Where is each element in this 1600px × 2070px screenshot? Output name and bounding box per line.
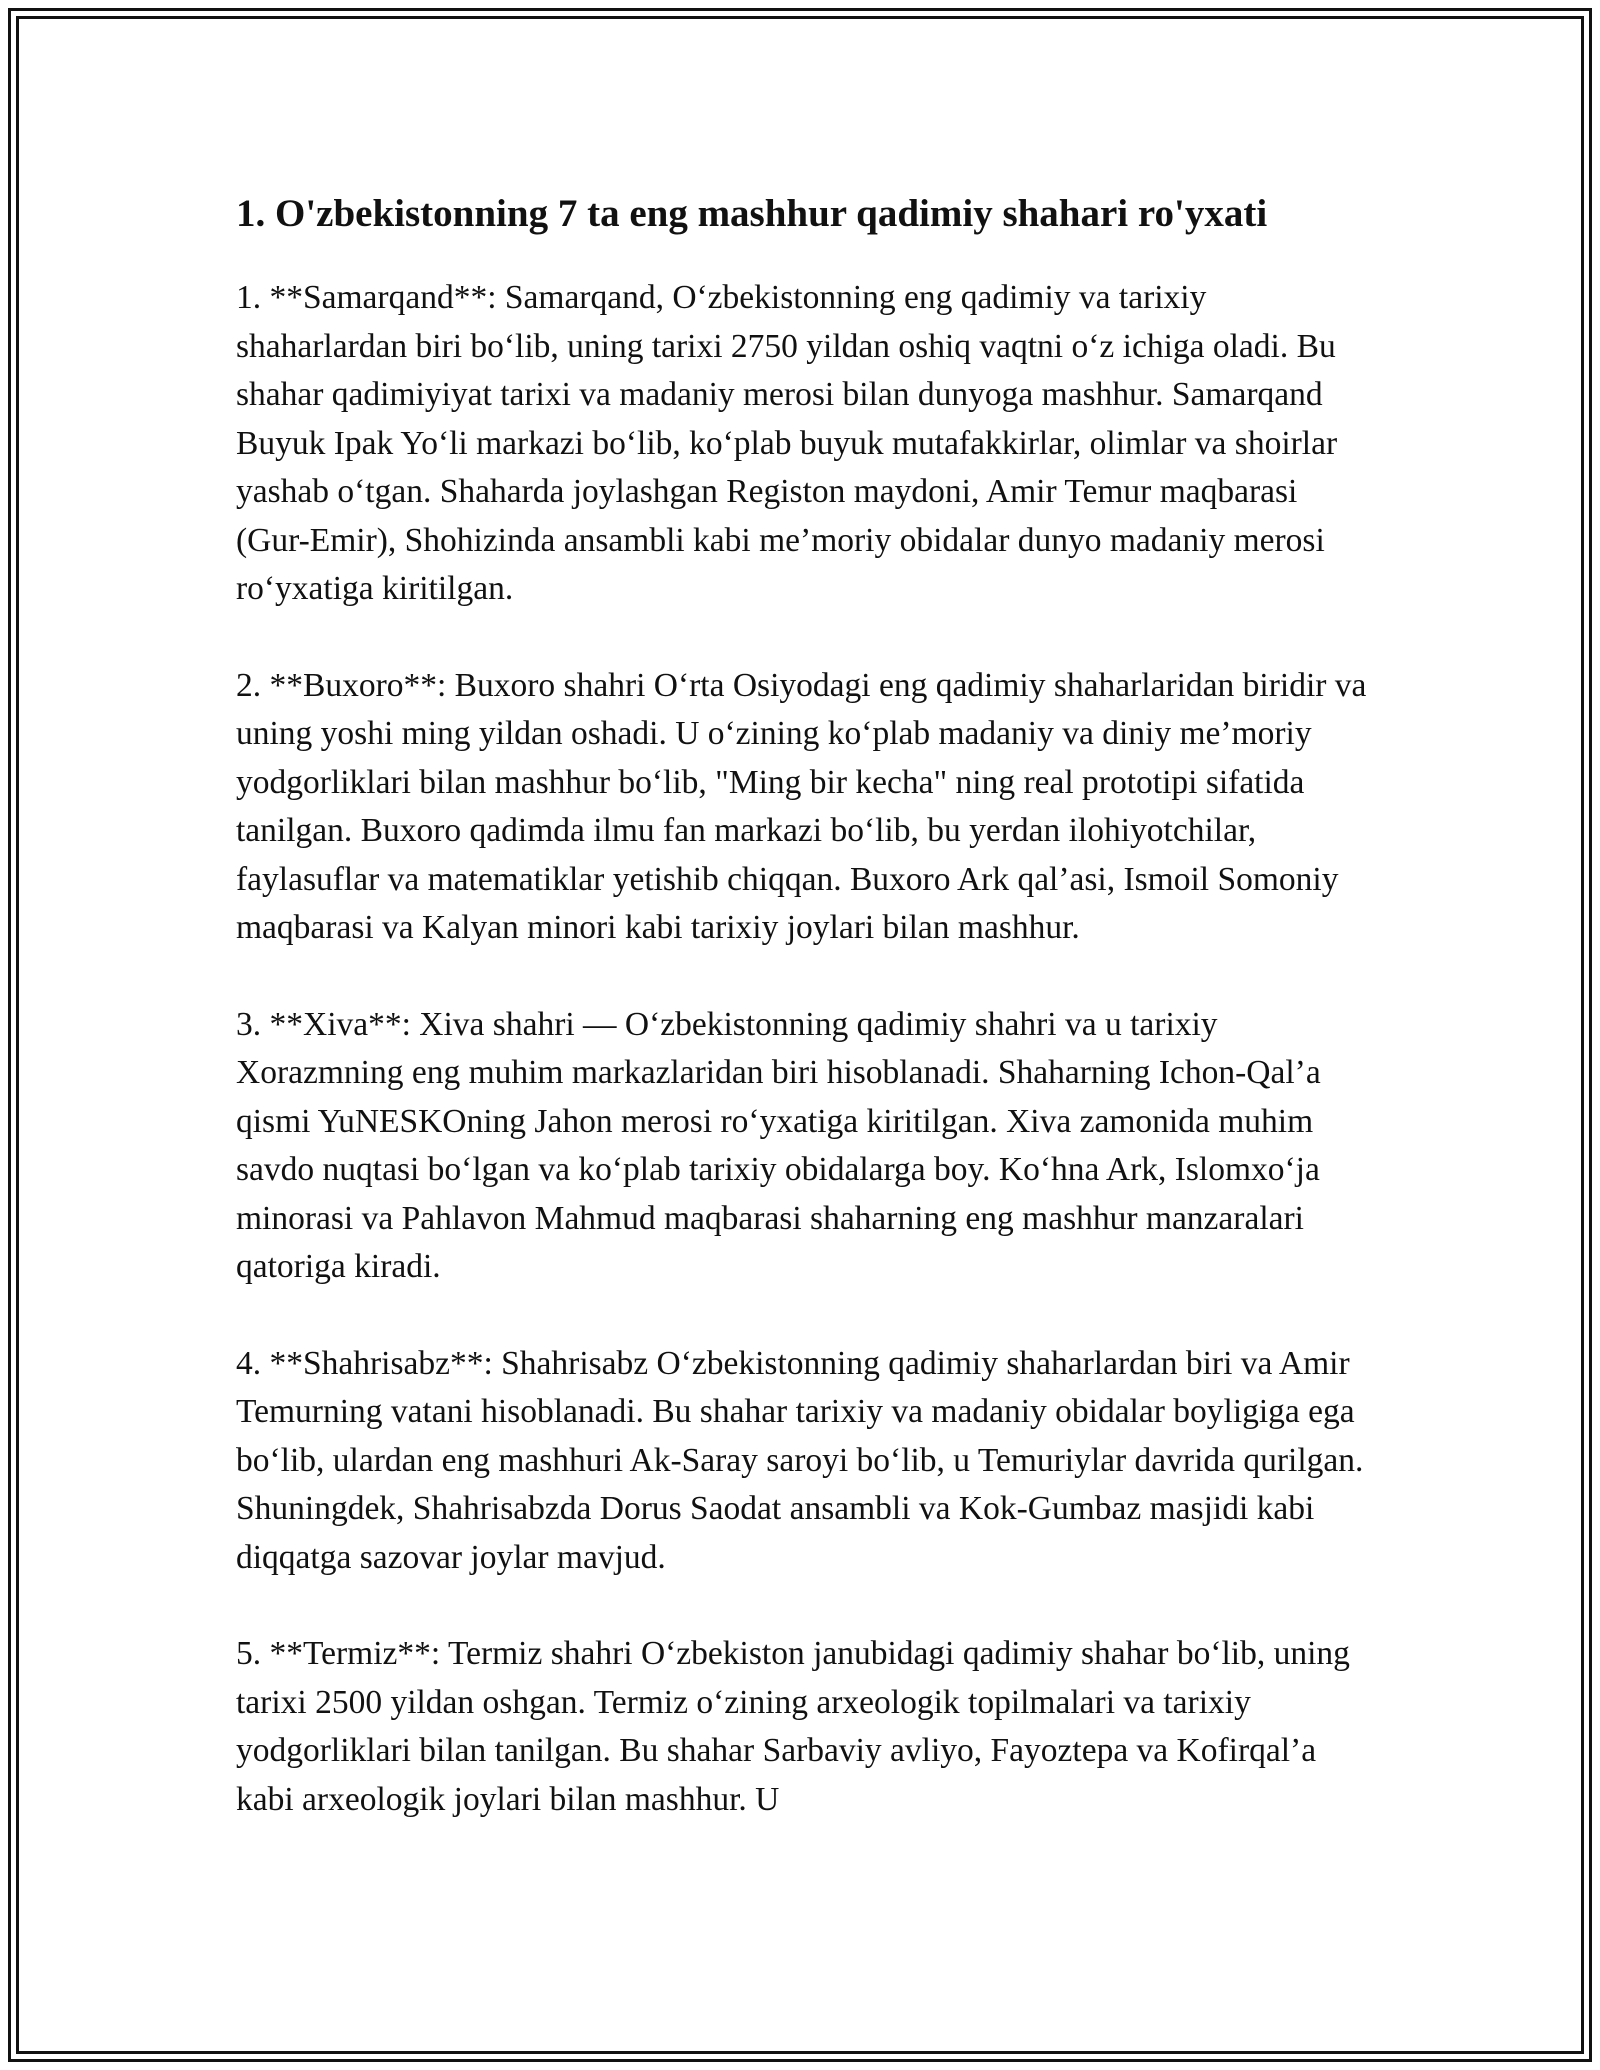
document-body	[236, 188, 1376, 1872]
paragraph-shahrisabz: 4. **Shahrisabz**: Shahrisabz O‘zbekistonning qadimiy shaharlardan biri va Amir Temurning vatani hisoblanadi. Bu shahar tarixiy va madaniy obidalar boyligiga ega bo‘lib, ulardan eng mashhuri Ak-Saray saroyi bo‘lib, u Temuriylar davrida qurilgan. Shuningdek, Shahrisabzda Dorus Saodat ansambli va Kok-Gumbaz masjidi kabi diqqatga sazovar joylar mavjud.	[236, 1344, 1364, 1576]
paragraph-termiz: 5. **Termiz**: Termiz shahri O‘zbekiston janubidagi qadimiy shahar bo‘lib, uning tarixi 2500 yildan oshgan. Termiz o‘zining arxeologik topilmalari va tarixiy yodgorliklari bilan tanilgan. Bu shahar Sarbaviy avliyo, Fayoztepa va Kofirqal’a kabi arxeologik joylari bilan mashhur. U	[236, 1635, 1350, 1818]
document-title: 1. O'zbekistonning 7 ta eng mashhur qadimiy shahari ro'yxati	[236, 192, 1268, 235]
paragraph-buxoro: 2. **Buxoro**: Buxoro shahri O‘rta Osiyodagi eng qadimiy shaharlaridan biridir va uning yoshi ming yildan oshadi. U o‘zining ko‘plab madaniy va diniy me’moriy yodgorliklari bilan mashhur bo‘lib, "Ming bir kecha" ning real prototipi sifatida tanilgan. Buxoro qadimda ilmu fan markazi bo‘lib, bu yerdan ilohiyotchilar, faylasuflar va matematiklar yetishib chiqqan. Buxoro Ark qal’asi, Ismoil Somoniy maqbarasi va Kalyan minori kabi tarixiy joylari bilan mashhur.	[236, 666, 1367, 946]
paragraph-samarqand: 1. **Samarqand**: Samarqand, O‘zbekistonning eng qadimiy va tarixiy shaharlardan biri bo‘lib, uning tarixi 2750 yildan oshiq vaqtni o‘z ichiga oladi. Bu shahar qadimiyiyat tarixi va madaniy merosi bilan dunyoga mashhur. Samarqand Buyuk Ipak Yo‘li markazi bo‘lib, ko‘plab buyuk mutafakkirlar, olimlar va shoirlar yashab o‘tgan. Shaharda joylashgan Registon maydoni, Amir Temur maqbarasi (Gur-Emir), Shohizinda ansambli kabi me’moriy obidalar dunyo madaniy merosi ro‘yxatiga kiritilgan.	[236, 279, 1338, 607]
paragraph-xiva: 3. **Xiva**: Xiva shahri — O‘zbekistonning qadimiy shahri va u tarixiy Xorazmning eng muhim markazlaridan biri hisoblanadi. Shaharning Ichon-Qal’a qismi YuNESKOning Jahon merosi ro‘yxatiga kiritilgan. Xiva zamonida muhim savdo nuqtasi bo‘lgan va ko‘plab tarixiy obidalarga boy. Ko‘hna Ark, Islomxo‘ja minorasi va Pahlavon Mahmud maqbarasi shaharning eng mashhur manzaralari qatoriga kiradi.	[236, 1005, 1321, 1285]
